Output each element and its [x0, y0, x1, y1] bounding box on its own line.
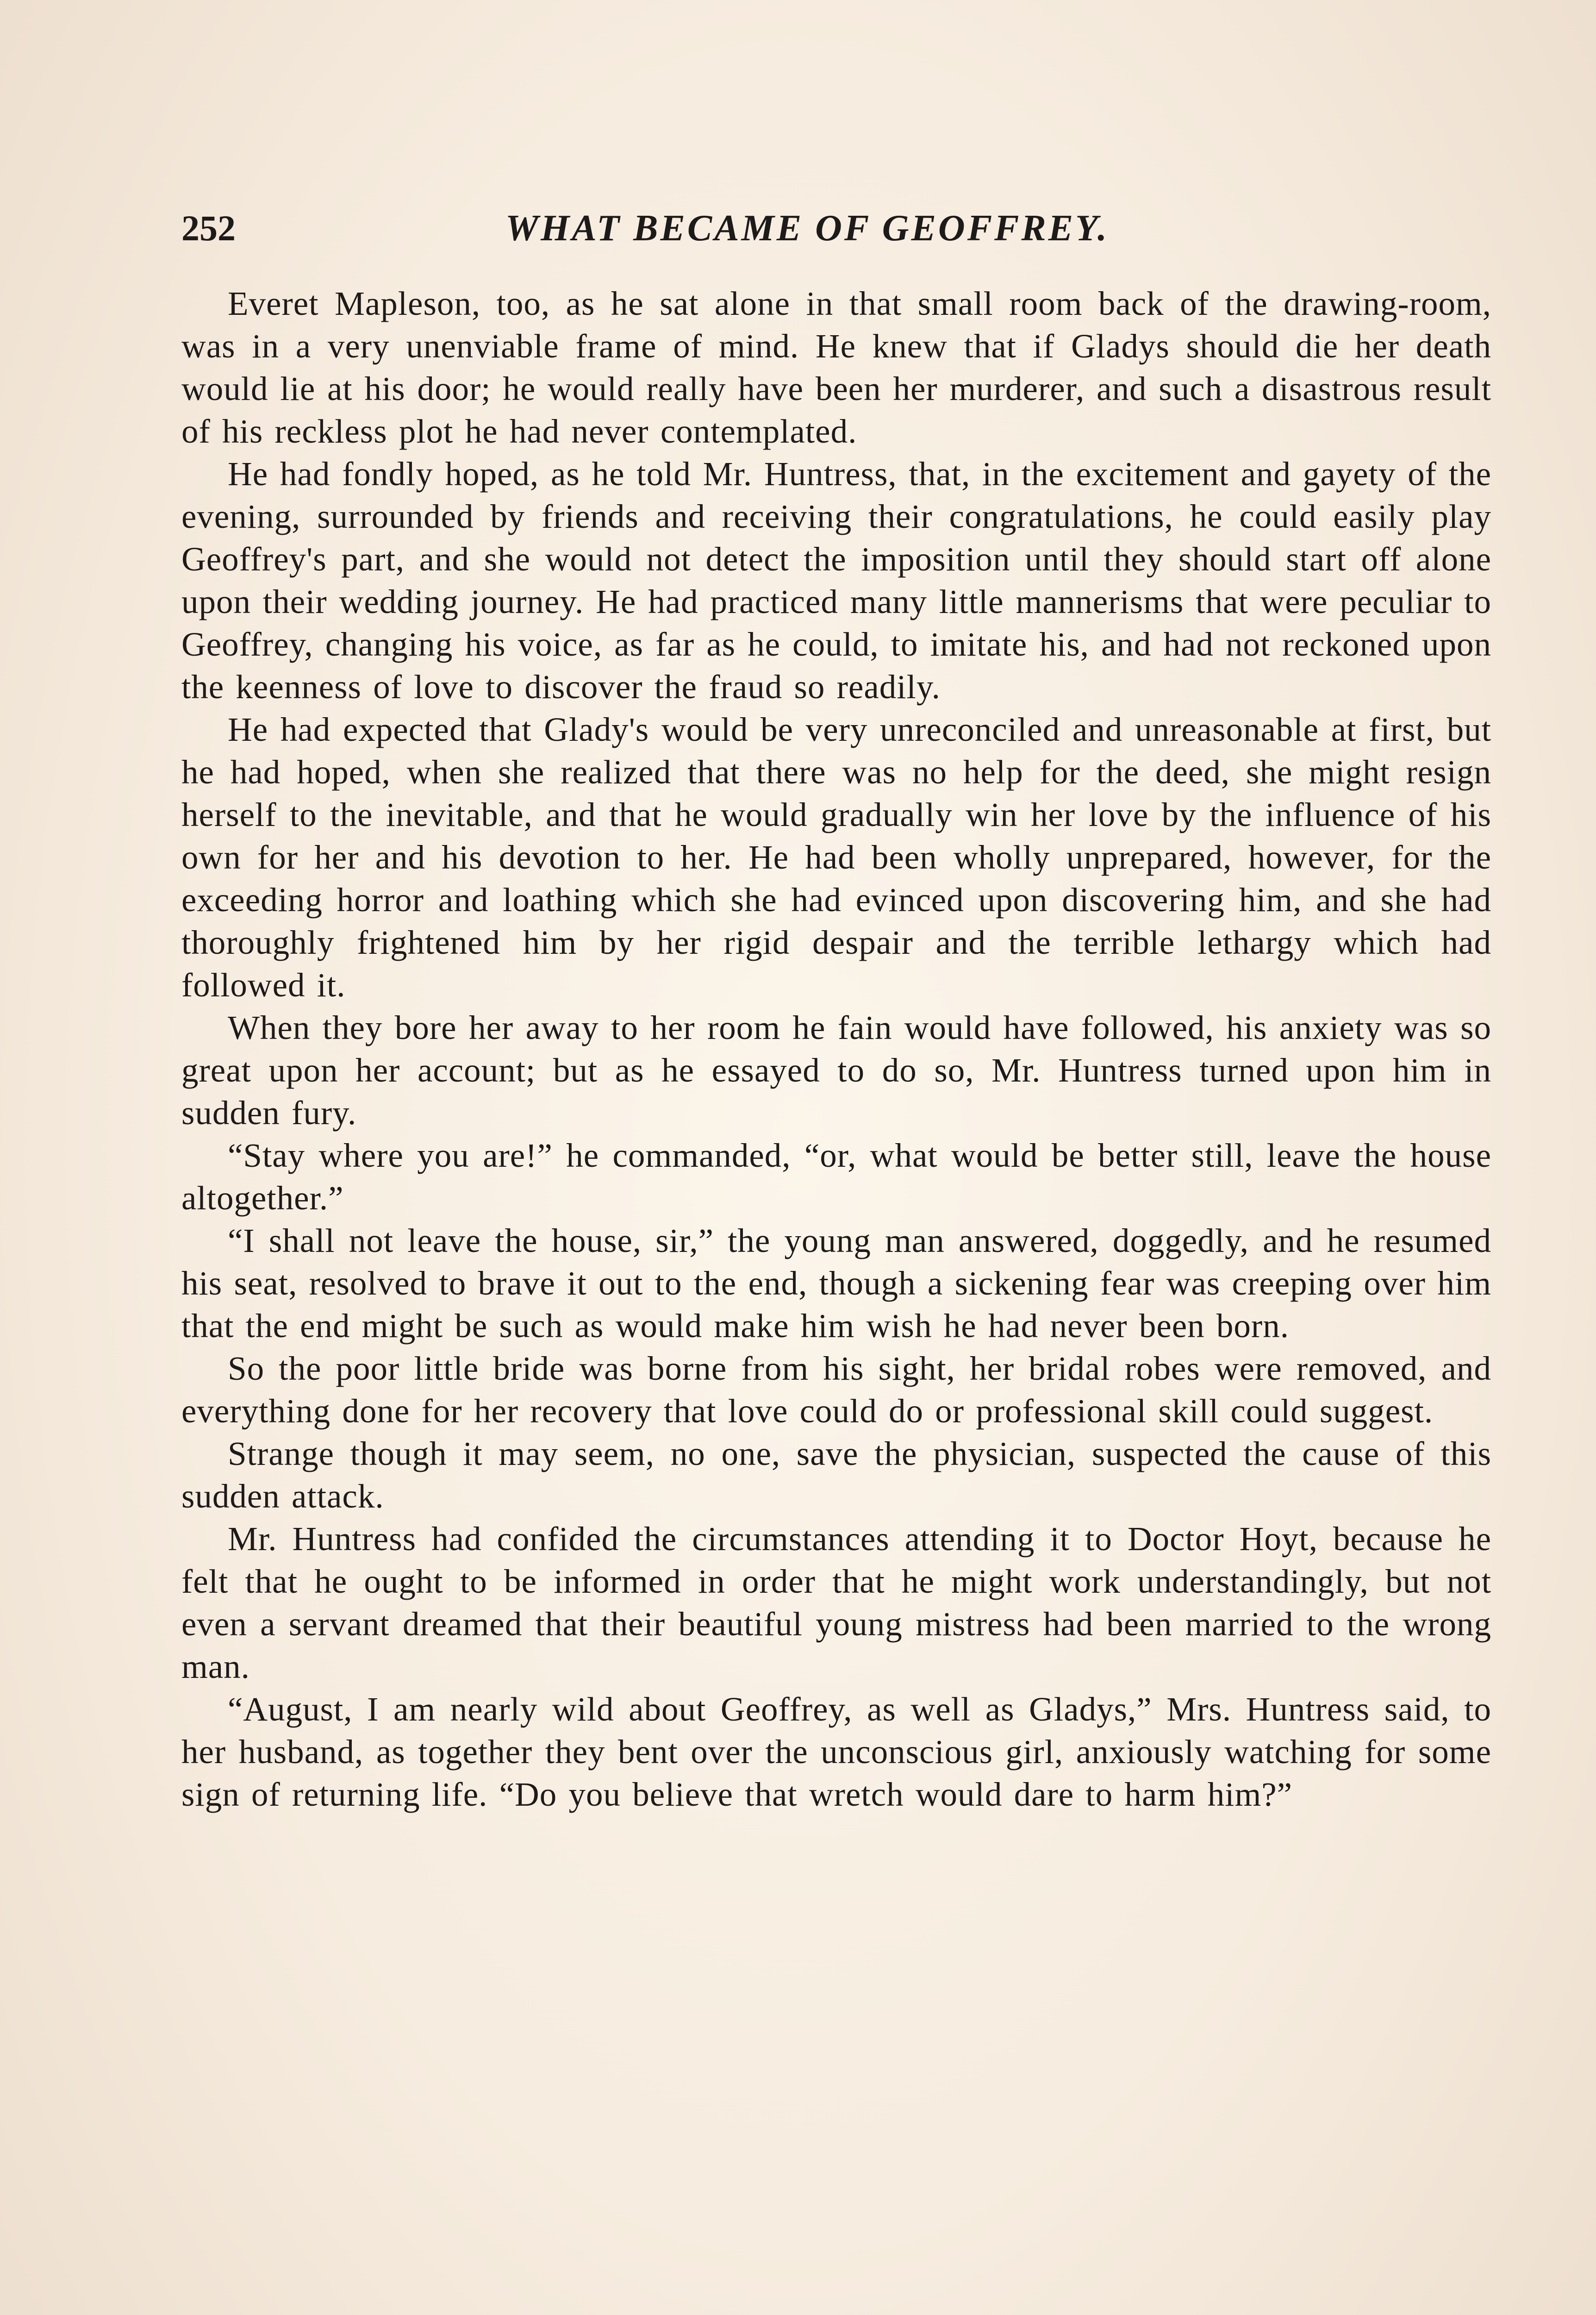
running-head [181, 203, 1491, 254]
body-text [181, 282, 1491, 1816]
paragraph: Everet Mapleson, too, as he sat alone in that small room back of the drawing-room, was in a very unenviable frame of mind. He knew that if Gladys should die her death would lie at his door; he would really have been her murderer, and such a disastrous result of his reckless plot he had never contemplated. [181, 285, 1491, 450]
running-title: WHAT BECAME OF GEOFFREY. [505, 208, 1110, 249]
page-number: 252 [181, 208, 236, 248]
paragraph: So the poor little bride was borne from his sight, her bridal robes were removed, and everything done for her recovery that love could do or professional skill could suggest. [181, 1350, 1491, 1430]
paragraph: “Stay where you are!” he commanded, “or, what would be better still, leave the house altogether.” [181, 1137, 1491, 1217]
paragraph: “I shall not leave the house, sir,” the young man answered, doggedly, and he resumed his seat, resolved to brave it out to the end, though a sickening fear was creeping over him that the end might be such as would make him wish he had never been born. [181, 1222, 1491, 1345]
paragraph: “August, I am nearly wild about Geoffrey, as well as Gladys,” Mrs. Huntress said, to her husband, as together they bent over the unconscious girl, anxiously watching for some sign of returning life. “Do you believe that wretch would dare to harm him?” [181, 1690, 1491, 1813]
paragraph: Mr. Huntress had confided the circumstances attending it to Doctor Hoyt, because he felt that he ought to be informed in order that he might work understandingly, but not even a servant dreamed that their beautiful young mistress had been married to the wrong man. [181, 1520, 1491, 1685]
paragraph: He had expected that Glady's would be very unreconciled and unreasonable at first, but he had hoped, when she realized that there was no help for the deed, she might resign herself to the inevitable, and that he would gradually win her love by the influence of his own for her and his devotion to her. He had been wholly unprepared, however, for the exceeding horror and loathing which she had evinced upon discovering him, and she had thoroughly frightened him by her rigid despair and the terrible lethargy which had followed it. [181, 711, 1491, 1004]
paragraph: He had fondly hoped, as he told Mr. Huntress, that, in the excitement and gayety of the evening, surrounded by friends and receiving their congratulations, he could easily play Geoffrey's part, and she would not detect the imposition until they should start off alone upon their wedding journey. He had practiced many little mannerisms that were peculiar to Geoffrey, changing his voice, as far as he could, to imitate his, and had not reckoned upon the keenness of love to discover the fraud so readily. [181, 455, 1491, 706]
paragraph: Strange though it may seem, no one, save the physician, suspected the cause of this sudden attack. [181, 1435, 1491, 1515]
paragraph: When they bore her away to her room he fain would have followed, his anxiety was so great upon her account; but as he essayed to do so, Mr. Huntress turned upon him in sudden fury. [181, 1009, 1491, 1132]
